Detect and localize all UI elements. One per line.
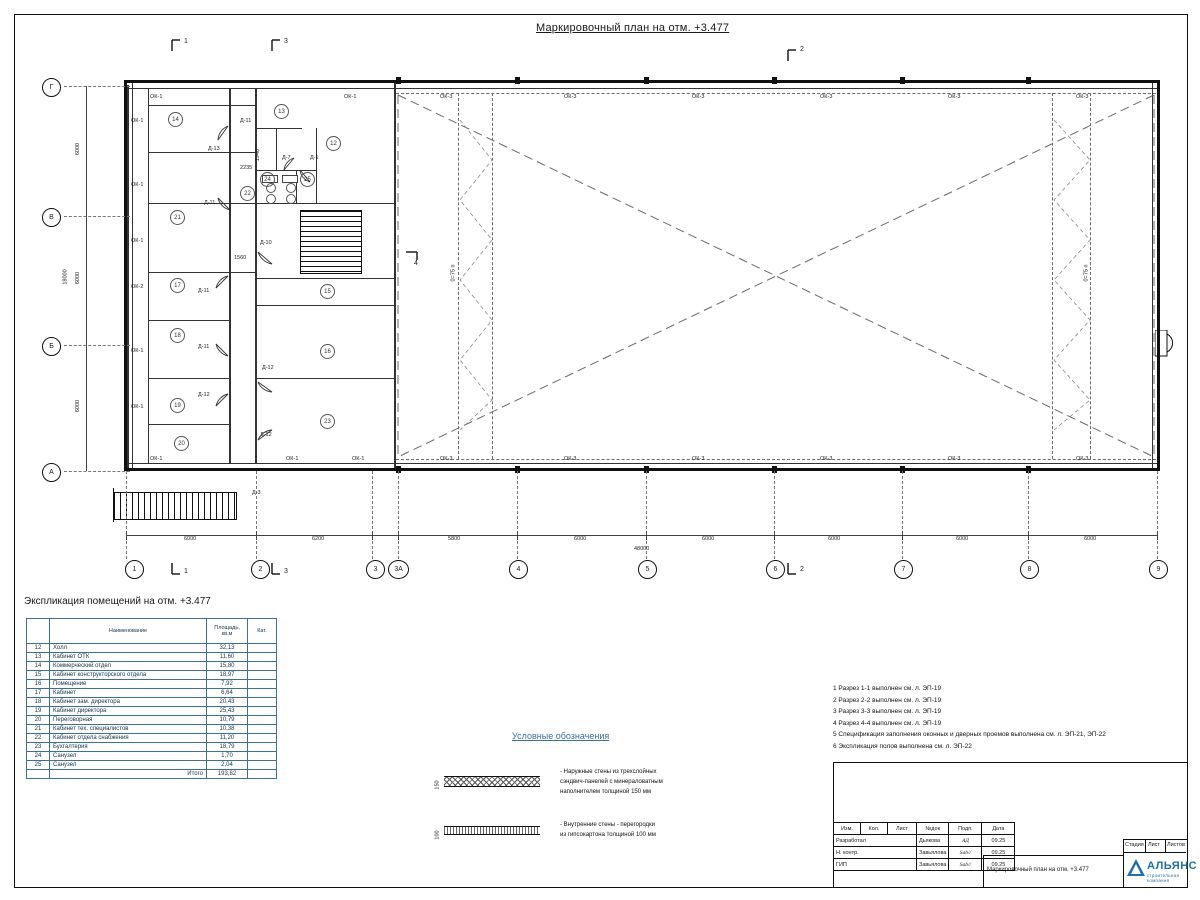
stamp-drawing-title: Маркировочный план на отм. +3.477 — [987, 867, 1089, 873]
exp-name: Помещение — [50, 680, 207, 689]
table-row — [27, 716, 277, 725]
exp-num: 20 — [27, 716, 50, 725]
mark-ok1-b3: ОК-1 — [352, 456, 365, 462]
exp-kat — [248, 680, 277, 689]
dim-chain-left — [86, 86, 87, 471]
exp-col-0 — [27, 619, 50, 644]
exp-area: 6,64 — [207, 689, 248, 698]
axis-circle-6: 6 — [766, 560, 785, 579]
mark-d11d: Д-11 — [198, 344, 210, 350]
inner-dim-1560: 1560 — [234, 255, 247, 261]
date-developer: 09.25 — [982, 835, 1015, 847]
exp-num: 24 — [27, 752, 50, 761]
axis-circle-v: В — [42, 208, 61, 227]
date-ncontrol: 09.25 — [982, 847, 1015, 859]
exp-kat — [248, 725, 277, 734]
room-bubble-20: 20 — [174, 436, 189, 451]
stairs-exterior — [113, 492, 237, 520]
table-row — [27, 680, 277, 689]
mark-ok3-b1: ОК-3 — [440, 456, 453, 462]
stamp-row-developer — [834, 835, 1015, 847]
exp-area: 2,04 — [207, 761, 248, 770]
stamp-sheet-label: Лист — [1148, 842, 1160, 848]
date-gip: 09.25 — [982, 859, 1015, 871]
exp-kat — [248, 698, 277, 707]
exp-kat — [248, 644, 277, 653]
room-bubble-18: 18 — [170, 328, 185, 343]
exp-num: 14 — [27, 662, 50, 671]
inner-dim-1940: 1940 — [255, 148, 262, 162]
glazing-note-right: 0=75 п — [1083, 264, 1090, 282]
axis-circle-2: 2 — [251, 560, 270, 579]
sign-ncontrol: Sab// — [949, 847, 982, 859]
dim-left-1: 6000 — [75, 142, 82, 156]
axis-circle-3a: 3А — [388, 560, 409, 579]
mark-ok3-t4: ОК-3 — [820, 94, 833, 100]
role-gip: ГИП — [834, 859, 917, 871]
mark-ok1-l6: ОК-1 — [131, 404, 144, 410]
exp-name: Бухгалтерия — [50, 743, 207, 752]
wall-top-inner — [127, 88, 1157, 89]
explication-title: Экспликация помещений на отм. +3.477 — [24, 596, 211, 607]
cut-mark-3-top: 3 — [284, 38, 288, 45]
axis-circle-4: 4 — [509, 560, 528, 579]
exp-kat — [248, 671, 277, 680]
exp-kat — [248, 743, 277, 752]
sign-developer: АД — [949, 835, 982, 847]
mark-d12b: Д-12 — [260, 432, 272, 438]
table-row — [27, 671, 277, 680]
mark-ok3-t2: ОК-3 — [564, 94, 577, 100]
table-row — [27, 662, 277, 671]
cut-mark-4: 4 — [414, 260, 418, 267]
dim-total-bottom: 48000 — [634, 546, 650, 552]
exp-area: 20,43 — [207, 698, 248, 707]
partition-h1 — [148, 105, 256, 106]
dim-4-5: 6000 — [574, 536, 587, 542]
rev-col-ndok: №док — [917, 823, 949, 835]
note-6: 6 Экспликация полов выполнена см. л. ЭП-22 — [833, 742, 972, 750]
role-ncontrol: Н. контр. — [834, 847, 917, 859]
exp-col-1: Наименование — [50, 619, 207, 644]
note-2: 2 Разрез 2-2 выполнен см. л. ЭП-19 — [833, 696, 942, 704]
inner-dim-2235: 2235 — [240, 165, 253, 171]
mark-d3: Д-3 — [252, 490, 261, 496]
mark-ok1-b2: ОК-1 — [286, 456, 299, 462]
exp-num: 16 — [27, 680, 50, 689]
axis-circle-1: 1 — [125, 560, 144, 579]
cut-mark-1-top: 1 — [184, 38, 188, 45]
exp-num: 18 — [27, 698, 50, 707]
gate-right — [1155, 330, 1177, 358]
exp-num: 21 — [27, 725, 50, 734]
axis-circle-5: 5 — [638, 560, 657, 579]
company-name: АЛЬЯНС — [1147, 860, 1198, 872]
exp-num: 23 — [27, 743, 50, 752]
mark-ok1-l1: ОК-1 — [131, 118, 144, 124]
exp-name: Холл — [50, 644, 207, 653]
axis-circle-g: Г — [42, 78, 61, 97]
door-swings — [196, 110, 496, 450]
mark-d13: Д-13 — [208, 146, 220, 152]
room-bubble-16: 16 — [320, 344, 335, 359]
rev-col-izm: Изм. — [834, 823, 861, 835]
mark-d7: Д-7 — [282, 155, 291, 161]
revision-head — [834, 823, 1015, 835]
table-row — [27, 761, 277, 770]
exp-kat — [248, 734, 277, 743]
exp-num: 19 — [27, 707, 50, 716]
exp-total-label: Итого — [50, 770, 207, 779]
exp-total-value: 193,82 — [207, 770, 248, 779]
dim-1-2: 6000 — [184, 536, 197, 542]
exp-num: 13 — [27, 653, 50, 662]
legend-title: Условные обозначения — [512, 731, 610, 741]
table-row — [27, 698, 277, 707]
table-row — [27, 734, 277, 743]
stairs-ext-edge — [113, 488, 114, 522]
table-row — [27, 689, 277, 698]
exp-name: Кабинет конструкторского отдела — [50, 671, 207, 680]
exp-name: Кабинет директора — [50, 707, 207, 716]
mark-ok1-t1: ОК-1 — [150, 94, 163, 100]
stamp-sheets-label: Листов — [1167, 842, 1185, 848]
page-title: Маркировочный план на отм. +3.477 — [536, 22, 730, 34]
dim-left-2: 6000 — [75, 271, 82, 285]
mark-ok1-b1: ОК-1 — [150, 456, 163, 462]
explication-table — [26, 618, 277, 779]
exp-kat — [248, 716, 277, 725]
note-3: 3 Разрез 3-3 выполнен см. л. ЭП-19 — [833, 708, 942, 715]
cut-mark-2-top: 2 — [800, 46, 804, 53]
table-row — [27, 752, 277, 761]
exp-area: 32,13 — [207, 644, 248, 653]
glazing-note-left: 0=75 п — [450, 264, 457, 282]
exp-area: 15,80 — [207, 662, 248, 671]
dim-8-9: 6000 — [1084, 536, 1097, 542]
rev-col-podp: Подп. — [949, 823, 982, 835]
cut-mark-2-bottom: 2 — [800, 566, 804, 573]
mark-d11a: Д-11 — [240, 118, 252, 124]
room-bubble-12: 12 — [326, 136, 341, 151]
table-row — [27, 644, 277, 653]
partition-a — [127, 85, 129, 468]
stamp-stage-label: Стадия — [1125, 842, 1144, 848]
table-row — [27, 653, 277, 662]
exp-name: Санузел — [50, 761, 207, 770]
name-developer: Дьякова — [917, 835, 949, 847]
notes-block — [833, 683, 1106, 752]
room-bubble-23: 23 — [320, 414, 335, 429]
mark-ok3-b3: ОК-3 — [692, 456, 705, 462]
title-block — [833, 762, 1198, 886]
mark-ok3-t3: ОК-3 — [692, 94, 705, 100]
legend-text-2: - Внутренние стены - перегородки из гипсокартона толщиной 100 мм — [560, 822, 656, 838]
exp-name: Кабинет — [50, 689, 207, 698]
axis-circle-8: 8 — [1020, 560, 1039, 579]
exp-area: 11,20 — [207, 734, 248, 743]
room-bubble-25: 25 — [300, 172, 315, 187]
mark-d1: Д-1 — [310, 155, 319, 161]
company-logo-icon — [1125, 857, 1147, 884]
exp-area: 25,43 — [207, 707, 248, 716]
exp-area: 7,92 — [207, 680, 248, 689]
rev-col-data: Дата — [982, 823, 1015, 835]
company-subtitle: строительная компания — [1147, 873, 1180, 883]
exp-area: 11,60 — [207, 653, 248, 662]
hall-diagonals — [396, 93, 1158, 461]
exp-kat — [248, 689, 277, 698]
exp-num: 15 — [27, 671, 50, 680]
name-ncontrol: Завьялова — [917, 847, 949, 859]
cut-mark-3-bottom: 3 — [284, 568, 288, 575]
mark-d11c: Д-11 — [198, 288, 210, 294]
room-bubble-22: 22 — [240, 186, 255, 201]
wall-left-inner — [132, 83, 133, 468]
dim-3a-4: 5800 — [448, 536, 461, 542]
table-row — [27, 707, 277, 716]
dim-2-3: 6200 — [312, 536, 325, 542]
mark-ok1-l2: ОК-1 — [131, 182, 144, 188]
exp-name: Кабинет тех. специалистов — [50, 725, 207, 734]
mark-ok3-b2: ОК-3 — [564, 456, 577, 462]
dim-7-8: 6000 — [956, 536, 969, 542]
mark-ok3-t1: ОК-3 — [440, 94, 453, 100]
exp-kat — [248, 761, 277, 770]
partition-corridor-left — [148, 88, 149, 464]
exp-col-3: Кат. — [248, 619, 277, 644]
dim-chain-line — [126, 535, 1158, 536]
exp-name: Кабинет отдела снабжения — [50, 734, 207, 743]
axis-circle-7: 7 — [894, 560, 913, 579]
room-bubble-14: 14 — [168, 112, 183, 127]
mark-ok3-b4: ОК-3 — [820, 456, 833, 462]
exp-num: 12 — [27, 644, 50, 653]
mark-d11b: Д-11 — [204, 200, 216, 206]
axis-circle-3: 3 — [366, 560, 385, 579]
note-4: 4 Разрез 4-4 выполнен см. л. ЭП-19 — [833, 719, 942, 727]
exp-area: 10,79 — [207, 716, 248, 725]
wall-bottom-inner — [127, 463, 1157, 464]
wall-top — [124, 80, 1160, 83]
mark-d12c: Д-12 — [262, 365, 274, 371]
exp-name: Переговорная — [50, 716, 207, 725]
mark-ok1-t2: ОК-1 — [344, 94, 357, 100]
mark-ok1-l3: ОК-1 — [131, 238, 144, 244]
note-5: 5 Спецификация заполнения оконных и дверных проемов выполнена см. л. ЭП-21, ЭП-22 — [833, 731, 1106, 738]
dim-6-7: 6000 — [828, 536, 841, 542]
exp-kat — [248, 662, 277, 671]
mark-d10: Д-10 — [260, 240, 272, 246]
exp-kat — [248, 707, 277, 716]
legend-text-1: - Наружные стены из трехслойных сэндвич-панелей с минераловатным наполнителем толщиной 150 мм — [560, 769, 663, 795]
exp-area: 18,79 — [207, 743, 248, 752]
exp-num: 25 — [27, 761, 50, 770]
dim-5-6: 6000 — [702, 536, 715, 542]
role-developer: Разработал — [834, 835, 917, 847]
mark-ok1-l5: ОК-1 — [131, 348, 144, 354]
axis-circle-9: 9 — [1149, 560, 1168, 579]
exp-area: 1,70 — [207, 752, 248, 761]
mark-ok3-b6: ОК-3 — [1076, 456, 1089, 462]
exp-kat — [248, 653, 277, 662]
exp-area: 18,97 — [207, 671, 248, 680]
exp-name: Коммерческий отдел — [50, 662, 207, 671]
table-row — [27, 743, 277, 752]
rev-col-list: Лист — [888, 823, 917, 835]
exp-col-2: Площадь, кв.м — [207, 619, 248, 644]
exp-kat — [248, 752, 277, 761]
axis-circle-b: Б — [42, 337, 61, 356]
mark-ok3-b5: ОК-3 — [948, 456, 961, 462]
name-gip: Завьялова — [917, 859, 949, 871]
mark-ok3-t6: ОК-3 — [1076, 94, 1089, 100]
room-bubble-19: 19 — [170, 398, 185, 413]
exp-name: Кабинет зам. директора — [50, 698, 207, 707]
room-bubble-24: 24 — [260, 172, 275, 187]
table-row — [27, 725, 277, 734]
axis-circle-a: А — [42, 463, 61, 482]
exp-num: 17 — [27, 689, 50, 698]
note-1: 1 Разрез 1-1 выполнен см. л. ЭП-19 — [833, 685, 942, 692]
table-total-row — [27, 770, 277, 779]
exp-name: Кабинет ОТК — [50, 653, 207, 662]
mark-ok2-l4: ОК-2 — [131, 284, 144, 290]
exp-num: 22 — [27, 734, 50, 743]
room-bubble-21: 21 — [170, 210, 185, 225]
mark-ok3-t5: ОК-3 — [948, 94, 961, 100]
sign-gip: Sab// — [949, 859, 982, 871]
dim-total-left: 18000 — [62, 269, 69, 285]
dim-left-3: 6000 — [75, 399, 82, 413]
rev-col-kol: Кол. — [861, 823, 888, 835]
exp-name: Санузел — [50, 752, 207, 761]
drawing-sheet: Маркировочный план на отм. +3.477 0=75 п 0=75 п Г В Б А 1 2 3 3А 4 5 6 7 8 9 6000 6200 5800 6000 6000 6000 6000 6000 48000 6000 6000 6000 18000 2235 1940 1560 1 1 3 3 2 2 4 ОК-1 ОК-1 ОК-3 ОК-3 ОК-3 ОК-3 ОК-3 ОК-3 ОК-1 ОК-1 ОК-1 ОК-3 ОК-3 ОК-3 ОК-3 ОК-3 ОК-3 ОК-1 ОК-1 ОК-1 ОК-2 ОК-1 ОК-1 Д-13 Д-11 Д-11 Д-11 Д-11 Д-12 Д-12 Д-12 Д-7 Д-1 Д-3 Д-10 12 13 14 15 16 17 18 19 20 21 22 23 24 25 Экспликация помещений на отм. +3.477 Наименование Площадь, кв.м Кат. 12 Холл 32,13 13 Кабинет ОТК 11,60 14 Коммерческий отдел 15,80 15 Кабинет конструкторского отдела 18,97 16 Помещение 7,92 17 Кабинет 6,64 18 Кабинет зам. директора 20,43 19 Кабинет директора 25,43 20 Переговорная 10,79 21 Кабинет тех. специалистов 10,38 22 Кабинет отдела снабжения 11,20 23 Бухгалтерия 18,79 24 Санузел 1,70 25 Санузел 2,04 Итого 193,82 Условные обозначения 150 - Наружные стены из трехслойных сэндвич-панелей с минераловатным наполнителем толщиной 150 мм 100 - Внутренние стены - перегородки из гипсокартона толщиной 100 мм 1 Разрез 1-1 выполнен см. л. ЭП-19 2 Разрез 2-2 выполнен см. л. ЭП-19 3 Разрез 3-3 выполнен см. л. ЭП-19 4 Разрез 4-4 выполнен см. л. ЭП-19 5 Спецификация заполнения оконных и дверных проемов выполнена см. л. ЭП-21, ЭП-22 6 Экспликация полов выполнена см. л. ЭП-22 Изм. Кол. Лист №док Подп. Дата Разработал Дьякова АД 09.25 Н. контр. Завьялова Sab// 09.25 ГИП Завьялова Sab// 09.25 Маркировочный план на отм. +3.477 Стадия Лист Листов АЛЬЯНС строительная компания — [0, 0, 1200, 900]
room-bubble-15: 15 — [320, 284, 335, 299]
mark-d12a: Д-12 — [198, 392, 210, 398]
room-bubble-13: 13 — [274, 104, 289, 119]
exp-area: 10,38 — [207, 725, 248, 734]
wall-bottom — [124, 468, 1160, 471]
cut-mark-1-bottom: 1 — [184, 568, 188, 575]
room-bubble-17: 17 — [170, 278, 185, 293]
